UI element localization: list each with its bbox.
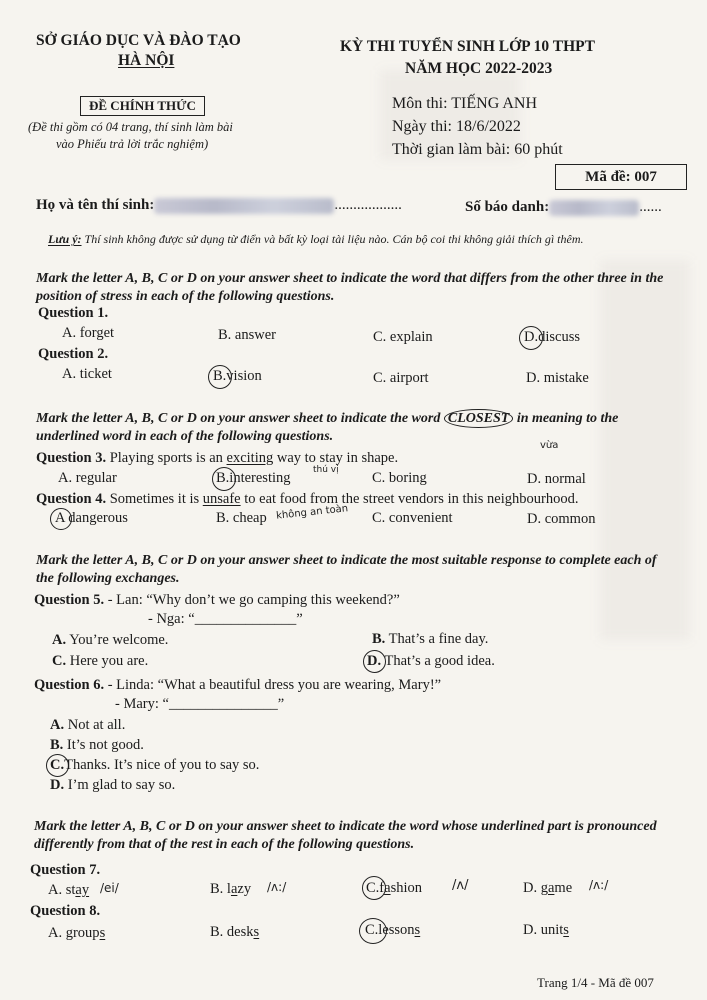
q1-option-c: C. explain — [373, 329, 433, 345]
q4-option-a — [55, 510, 128, 527]
q4-text-pre: Sometimes it is — [106, 491, 203, 507]
handwritten-note-cheap: không an toàn — [275, 503, 349, 522]
candidate-name-dots: .................. — [334, 197, 402, 213]
q6-option-d-text: I’m glad to say so. — [67, 777, 176, 793]
official-note-2: vào Phiếu trả lời trắc nghiệm) — [56, 137, 209, 151]
official-note-1: (Đề thi gồm có 04 trang, thí sinh làm bài — [28, 120, 233, 134]
q7-a-pre: A. st — [48, 882, 76, 898]
exam-code: Mã đề: 007 — [555, 164, 687, 190]
section2-instruction — [36, 410, 676, 446]
q7-c-post: shion — [390, 880, 422, 896]
exam-date: Ngày thi: 18/6/2022 — [392, 118, 521, 135]
q6-label: Question 6. — [34, 677, 105, 693]
q7-d-post: me — [554, 880, 573, 896]
q5-option-c-text: Here you are. — [69, 653, 149, 669]
q8-option-b — [210, 924, 259, 941]
section2-instruction-pre: Mark the letter A, B, C or D on your answer sheet to indicate the word — [36, 411, 444, 426]
q2-option-b-letter: B. — [213, 368, 227, 384]
q7-b-pre: B. l — [210, 881, 231, 897]
q3-option-a: A. regular — [58, 470, 117, 486]
q6-option-b: B. It’s not good. — [50, 737, 144, 753]
q7-b-post: zy — [237, 881, 252, 897]
q4-row — [36, 491, 578, 508]
q1-option-d — [524, 329, 580, 346]
q7-option-d — [523, 880, 572, 897]
q7-option-b — [210, 881, 251, 898]
q3-option-d: D. normal — [527, 471, 586, 487]
q7-option-c — [366, 880, 422, 897]
q1-option-d-word: discuss — [538, 329, 581, 345]
handwritten-note-closest: vừa — [540, 440, 559, 451]
q2-label: Question 2. — [38, 346, 109, 362]
q1-label: Question 1. — [38, 305, 109, 321]
q5-text: - Lan: “Why don’t we go camping this weekend?” — [104, 592, 400, 608]
q4-option-c: C. convenient — [372, 510, 453, 526]
q3-keyword: exciting — [226, 450, 274, 466]
page-footer: Trang 1/4 - Mã đề 007 — [537, 975, 654, 990]
candidate-name-row — [36, 197, 402, 214]
q5-option-b: B. That’s a fine day. — [372, 631, 489, 647]
q6-text: - Linda: “What a beautiful dress you are wearing, Mary!” — [104, 677, 442, 693]
q7-c-pre: f — [379, 880, 385, 896]
q8-option-c — [365, 922, 420, 939]
q7-a-underlined: ay — [75, 882, 90, 898]
q4-text-post: to eat food from the street vendors in this neighbourhood. — [240, 491, 579, 507]
q5-option-a-text: You’re welcome. — [69, 632, 169, 648]
handwritten-ipa-a: /ei/ — [100, 881, 119, 895]
q8-d-underlined: s — [563, 922, 569, 938]
q7-c-underlined: a — [384, 880, 391, 896]
redacted-name — [154, 198, 334, 214]
q8-a-pre: A. group — [48, 925, 100, 941]
q6-option-a: A. Not at all. — [50, 717, 126, 733]
q4-option-a-word: dangerous — [68, 510, 128, 526]
exam-duration: Thời gian làm bài: 60 phút — [392, 141, 563, 158]
q7-b-underlined: a — [230, 881, 238, 897]
official-label: ĐỀ CHÍNH THỨC — [80, 96, 205, 116]
q6-option-b-text: It’s not good. — [66, 737, 144, 753]
q6-option-c — [50, 757, 259, 774]
q2-option-b-word: vision — [226, 368, 262, 384]
q5-speaker: - Nga: “ — [148, 611, 195, 627]
q8-option-a — [48, 925, 105, 942]
handwritten-ipa-d: /ʌ:/ — [589, 878, 609, 892]
q8-b-pre: B. desk — [210, 924, 254, 940]
candidate-id-row — [465, 199, 662, 216]
q1-option-a: A. forget — [62, 325, 115, 341]
q6-close-quote: ” — [277, 696, 285, 712]
q6-option-a-text: Not at all. — [67, 717, 126, 733]
redacted-id — [549, 200, 639, 216]
q6-speaker: - Mary: “ — [115, 696, 169, 712]
q8-c-pre: lesson — [378, 922, 415, 938]
q6-option-c-text: Thanks. It’s nice of you to say so. — [64, 757, 260, 773]
q5-close-quote: ” — [296, 611, 303, 627]
q8-b-underlined: s — [253, 924, 260, 940]
q3-text-post: way to stay in shape. — [273, 450, 399, 466]
q7-option-a — [48, 882, 89, 899]
section2-instruction-post: in meaning to the underlined word in each of the following questions. — [36, 411, 619, 444]
section3-instruction: Mark the letter A, B, C or D on your answer sheet to indicate the most suitable response to complete each of the following exchanges. — [36, 553, 657, 586]
handwritten-note-exciting: thú vị — [313, 465, 339, 475]
candidate-id-dots: ...... — [639, 199, 662, 215]
q2-option-a: A. ticket — [62, 366, 112, 382]
q5-option-d — [367, 653, 495, 670]
q5-option-a: A. You’re welcome. — [52, 632, 169, 648]
q1-option-d-letter: D. — [524, 329, 539, 345]
candidate-id-label: Số báo danh: — [465, 199, 550, 215]
q5-label: Question 5. — [34, 592, 105, 608]
q3-text-pre: Playing sports is an — [106, 450, 227, 466]
q8-c-letter: C. — [365, 922, 379, 938]
q5-option-d-text: That’s a good idea. — [384, 653, 495, 669]
subject: Môn thi: TIẾNG ANH — [392, 95, 538, 112]
q8-d-pre: D. unit — [523, 922, 564, 938]
department-city: HÀ NỘI — [118, 52, 175, 69]
q2-option-c: C. airport — [373, 370, 429, 386]
note-label: Lưu ý: — [48, 232, 82, 246]
handwritten-ipa-c: /ʌ/ — [452, 878, 469, 893]
q4-option-d: D. common — [527, 511, 596, 527]
q7-d-pre: D. g — [523, 880, 548, 896]
q8-a-underlined: s — [99, 925, 106, 941]
q8-c-underlined: s — [414, 922, 421, 938]
section2-instruction-key: CLOSEST — [444, 409, 513, 428]
q7-label: Question 7. — [30, 862, 101, 878]
q3-option-c: C. boring — [372, 470, 427, 486]
q5-option-c: C. Here you are. — [52, 653, 149, 669]
q7-d-underlined: a — [547, 880, 555, 896]
q4-option-b: B. cheap — [216, 510, 267, 526]
section1-instruction: Mark the letter A, B, C or D on your answer sheet to indicate the word that differs from the other three in the position of stress in each of the following questions. — [36, 271, 664, 304]
q5-option-d-letter: D. — [367, 653, 382, 669]
q8-label: Question 8. — [30, 903, 101, 919]
q6-option-d: D. I’m glad to say so. — [50, 777, 176, 793]
note-text: Thí sinh không được sử dụng từ điển và bất kỳ loại tài liệu nào. Cán bộ coi thi không giải thích gì thêm. — [84, 232, 584, 246]
q5-blank: ______________ — [194, 611, 297, 627]
q4-option-a-letter: A — [55, 510, 65, 526]
q5-line2 — [148, 611, 303, 628]
exam-title: KỲ THI TUYỂN SINH LỚP 10 THPT — [340, 38, 595, 55]
q3-option-b-letter: B. — [216, 470, 230, 486]
q4-label: Question 4. — [36, 491, 107, 507]
q6-blank: _______________ — [168, 696, 278, 712]
q6-line2 — [115, 696, 284, 713]
q3-option-b-word: interesting — [229, 470, 291, 486]
q6-line1 — [34, 677, 441, 694]
school-year: NĂM HỌC 2022-2023 — [405, 60, 553, 77]
q5-option-b-text: That’s a fine day. — [388, 631, 489, 647]
q3-label: Question 3. — [36, 450, 107, 466]
note-row — [48, 232, 584, 247]
q2-option-b — [213, 368, 262, 385]
department-name: SỞ GIÁO DỤC VÀ ĐÀO TẠO — [36, 32, 241, 49]
section4-instruction: Mark the letter A, B, C or D on your answer sheet to indicate the word whose underlined part is pronounced differently from that of the rest in each of the following questions. — [34, 819, 657, 852]
handwritten-ipa-b: /ʌ:/ — [267, 880, 287, 894]
q3-option-b — [216, 470, 291, 487]
q5-line1 — [34, 592, 400, 609]
q8-option-d — [523, 922, 569, 939]
q3-row — [36, 450, 398, 467]
q6-option-c-letter: C. — [50, 757, 65, 773]
q2-option-d: D. mistake — [526, 370, 589, 386]
q7-c-letter: C. — [366, 880, 380, 896]
q1-option-b: B. answer — [218, 327, 276, 343]
q4-keyword: unsafe — [202, 491, 241, 507]
candidate-name-label: Họ và tên thí sinh: — [36, 197, 155, 213]
